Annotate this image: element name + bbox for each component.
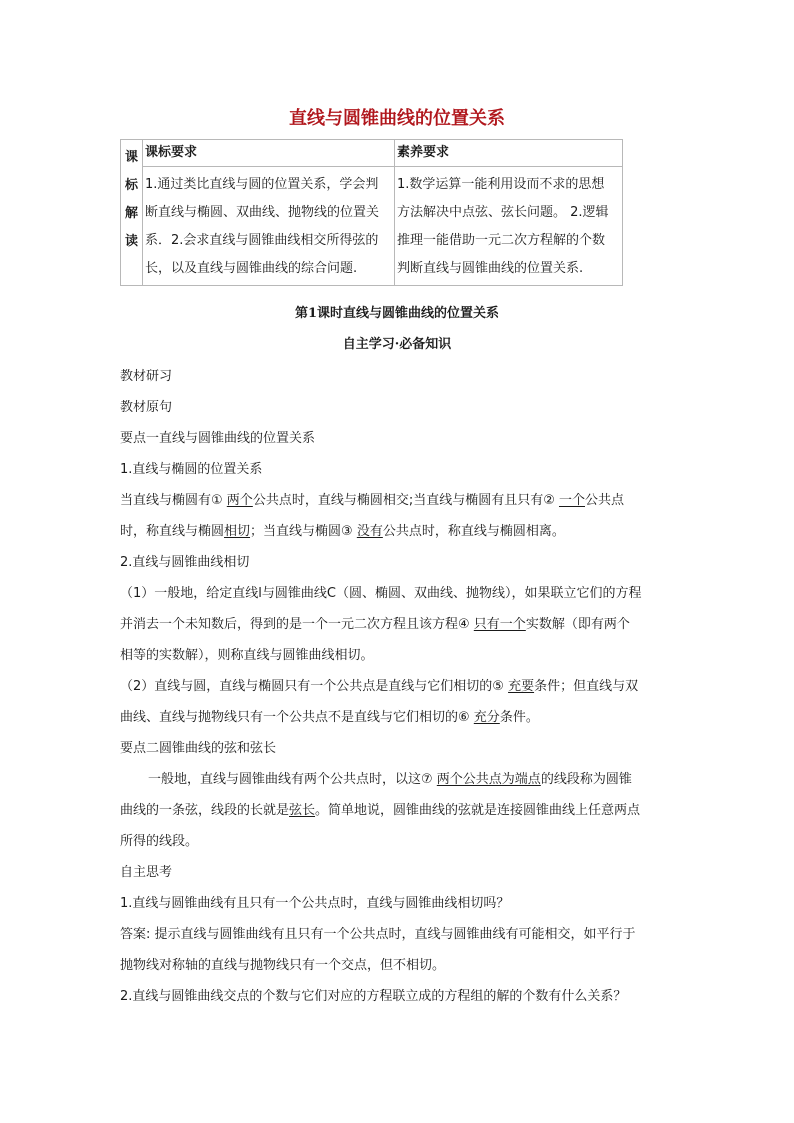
paragraph-line: 并消去一个未知数后，得到的是一个一元二次方程且该方程④ 只有一个实数解（即有两个 bbox=[120, 617, 630, 632]
blank-answer: 充要 bbox=[508, 679, 535, 694]
literacy-requirements-cell: 1.数学运算一能利用设而不求的思想 方法解决中点弦、弦长问题。 2.逻辑 推理一能借助一元二次方程解的个数 判断直线与圆锥曲线的位置关系. bbox=[395, 167, 623, 286]
paragraph-line: 一般地，直线与圆锥曲线有两个公共点时，以这⑦ 两个公共点为端点的线段称为圆锥 bbox=[148, 772, 632, 787]
col-header-literacy: 素养要求 bbox=[395, 140, 623, 167]
question-1: 1.直线与圆锥曲线有且只有一个公共点时，直线与圆锥曲线相切吗？ bbox=[120, 896, 510, 911]
blank-answer: 一个 bbox=[558, 493, 585, 508]
blank-answer: 充分 bbox=[473, 710, 500, 725]
blank-answer: 两个 bbox=[226, 493, 253, 508]
col-header-curriculum: 课标要求 bbox=[143, 140, 395, 167]
paragraph-line: 所得的线段。 bbox=[120, 834, 199, 849]
subheading-ellipse: 1.直线与椭圆的位置关系 bbox=[120, 462, 263, 477]
curriculum-requirements-cell: 1.通过类比直线与圆的位置关系，学会判 断直线与椭圆、双曲线、抛物线的位置关 系．2.会求直线与圆锥曲线相交所得弦的 长，以及直线与圆锥曲线的综合问题. bbox=[143, 167, 395, 286]
answer-1-line: 抛物线对称轴的直线与抛物线只有一个交点，但不相切。 bbox=[120, 958, 446, 973]
heading-point-two: 要点二圆锥曲线的弦和弦长 bbox=[120, 741, 277, 756]
paragraph-line: 相等的实数解），则称直线与圆锥曲线相切。 bbox=[120, 648, 374, 663]
lesson-title: 第1课时直线与圆锥曲线的位置关系 bbox=[294, 306, 500, 321]
table-side-label: 课 标 解 读 bbox=[121, 140, 143, 286]
blank-answer: 没有 bbox=[356, 524, 383, 539]
question-2: 2.直线与圆锥曲线交点的个数与它们对应的方程联立成的方程组的解的个数有什么关系？ bbox=[120, 989, 627, 1004]
curriculum-standards-table bbox=[120, 139, 623, 286]
paragraph-line: （1）一般地，给定直线l与圆锥曲线C（圆、椭圆、双曲线、抛物线），如果联立它们的方程 bbox=[120, 586, 642, 601]
heading-textbook-study: 教材研习 bbox=[120, 369, 173, 384]
answer-1-line: 答案: 提示直线与圆锥曲线有且只有一个公共点时，直线与圆锥曲线有可能相交，如平行于 bbox=[120, 927, 636, 942]
document-title: 直线与圆锥曲线的位置关系 bbox=[289, 108, 505, 129]
paragraph-line: 曲线的一条弦，线段的长就是弦长。简单地说，圆锥曲线的弦就是连接圆锥曲线上任意两点 bbox=[120, 803, 641, 818]
blank-answer: 弦长 bbox=[289, 803, 316, 818]
paragraph-line: （2）直线与圆，直线与椭圆只有一个公共点是直线与它们相切的⑤ 充要条件；但直线与双 bbox=[120, 679, 639, 694]
paragraph-line: 当直线与椭圆有① 两个公共点时，直线与椭圆相交;当直线与椭圆有且只有② 一个公共点 bbox=[120, 493, 625, 508]
blank-answer: 只有一个 bbox=[473, 617, 526, 632]
section-title: 自主学习·必备知识 bbox=[342, 337, 452, 352]
paragraph-line: 曲线、直线与抛物线只有一个公共点不是直线与它们相切的⑥ 充分条件。 bbox=[120, 710, 539, 725]
blank-answer: 相切 bbox=[224, 524, 251, 539]
blank-answer: 两个公共点为端点 bbox=[436, 772, 541, 787]
subheading-tangent: 2.直线与圆锥曲线相切 bbox=[120, 555, 250, 570]
heading-point-one: 要点一直线与圆锥曲线的位置关系 bbox=[120, 431, 316, 446]
heading-self-think: 自主思考 bbox=[120, 865, 173, 880]
heading-textbook-origin: 教材原句 bbox=[120, 400, 173, 415]
paragraph-line: 时，称直线与椭圆相切；当直线与椭圆③ 没有公共点时，称直线与椭圆相离。 bbox=[120, 524, 565, 539]
